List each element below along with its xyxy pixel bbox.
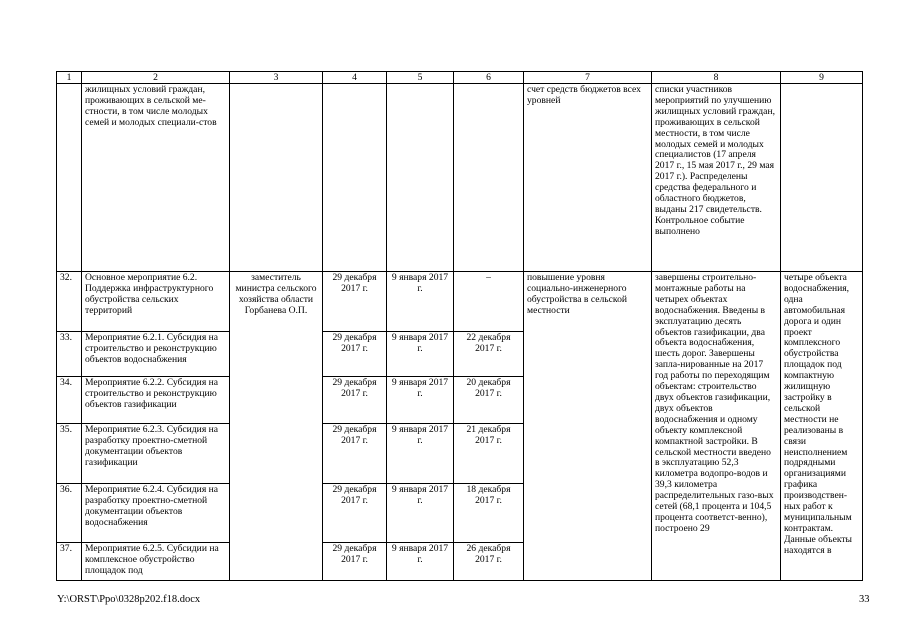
planned-end-date: 29 декабря 2017 г. — [323, 377, 387, 424]
file-path: Y:\ORST\Ppo\0328p202.f18.docx — [57, 594, 201, 605]
header-cell: 2 — [82, 72, 230, 84]
actual-result: завершены строительно-монтажные работы на четырех объектах водоснабжения. Введены в эксплуатацию десять объектов газификации, два объекта водоснабжения, шесть дорог. Завершены запла-нированные на 2017 год работы по переходящим объектам: строительство двух объектов газификации, двух объектов водоснабжения и одному объекту комплексной компактной застройки. В сельской местности введено в эксплуатацию 52,3 километра водопро-водов и 39,3 километра распределительных газо-вых сетей (68,1 процента и 104,5 процента соответст-венно), построено 29 — [652, 272, 781, 581]
actual-end-date: – — [454, 272, 524, 332]
planned-end-date: 29 декабря 2017 г. — [323, 424, 387, 484]
measure-name: жилищных условий граждан, проживающих в сельской ме-стности, в том числе молодых семей и молодых специали-стов — [82, 84, 230, 272]
planned-end-date: 29 декабря 2017 г. — [323, 272, 387, 332]
actual-start-date: 9 января 2017 г. — [387, 377, 454, 424]
row-number: 32. — [57, 272, 82, 332]
expected-result: счет средств бюджетов всех уровней — [524, 84, 652, 272]
page-number: 33 — [859, 594, 870, 605]
row-number: 35. — [57, 424, 82, 484]
measure-name: Мероприятие 6.2.4. Субсидия на разработку проектно-сметной документации объектов водоснабжения — [82, 484, 230, 543]
header-cell: 4 — [323, 72, 387, 84]
row-number: 34. — [57, 377, 82, 424]
row-number: 36. — [57, 484, 82, 543]
measure-name: Мероприятие 6.2.2. Субсидия на строительство и реконструкцию объектов газификации — [82, 377, 230, 424]
header-cell: 1 — [57, 72, 82, 84]
actual-end-date: 21 декабря 2017 г. — [454, 424, 524, 484]
actual-start-date: 9 января 2017 г. — [387, 484, 454, 543]
actual-start-date: 9 января 2017 г. — [387, 424, 454, 484]
table-row — [57, 84, 863, 272]
measure-name: Мероприятие 6.2.3. Субсидия на разработку проектно-сметной документации объектов газификации — [82, 424, 230, 484]
measure-name: Мероприятие 6.2.5. Субсидии на комплексное обустройство площадок под — [82, 543, 230, 581]
header-cell: 5 — [387, 72, 454, 84]
responsible-person: заместитель министра сельского хозяйства области Горбанева О.П. — [230, 272, 323, 581]
header-cell: 3 — [230, 72, 323, 84]
program-table — [56, 71, 863, 581]
actual-end-date: 26 декабря 2017 г. — [454, 543, 524, 581]
planned-end-date: 29 декабря 2017 г. — [323, 332, 387, 377]
actual-start-date: 9 января 2017 г. — [387, 543, 454, 581]
actual-end-date: 20 декабря 2017 г. — [454, 377, 524, 424]
expected-result: повышение уровня социально-инженерного обустройства в сельской местности — [524, 272, 652, 581]
row-number: 37. — [57, 543, 82, 581]
actual-end-date: 22 декабря 2017 г. — [454, 332, 524, 377]
row-number: 33. — [57, 332, 82, 377]
measure-name: Мероприятие 6.2.1. Субсидия на строительство и реконструкцию объектов водоснабжения — [82, 332, 230, 377]
problems-text: четыре объекта водоснабжения, одна автомобильная дорога и один проект комплексного обустройства площадок под компактную жилищную застройку в сельской местности не реализованы в связи неисполнением подрядными организациями графика производствен-ных работ к муниципальным контрактам. Данные объекты находятся в — [781, 272, 863, 581]
actual-start-date: 9 января 2017 г. — [387, 272, 454, 332]
header-cell: 9 — [781, 72, 863, 84]
header-row — [57, 72, 863, 84]
actual-result: списки участников мероприятий по улучшению жилищных условий граждан, проживающих в сельской местности, в том числе молодых семей и молодых специалистов (17 апреля 2017 г., 15 мая 2017 г., 29 мая 2017 г.). Распределены средства федерального и областного бюджетов, выданы 217 свидетельств. Контрольное событие выполнено — [652, 84, 781, 272]
header-cell: 8 — [652, 72, 781, 84]
actual-end-date: 18 декабря 2017 г. — [454, 484, 524, 543]
measure-name: Основное мероприятие 6.2. Поддержка инфраструктурного обустройства сельских территорий — [82, 272, 230, 332]
actual-start-date: 9 января 2017 г. — [387, 332, 454, 377]
planned-end-date: 29 декабря 2017 г. — [323, 543, 387, 581]
header-cell: 6 — [454, 72, 524, 84]
header-cell: 7 — [524, 72, 652, 84]
planned-end-date: 29 декабря 2017 г. — [323, 484, 387, 543]
table-row — [57, 272, 863, 332]
